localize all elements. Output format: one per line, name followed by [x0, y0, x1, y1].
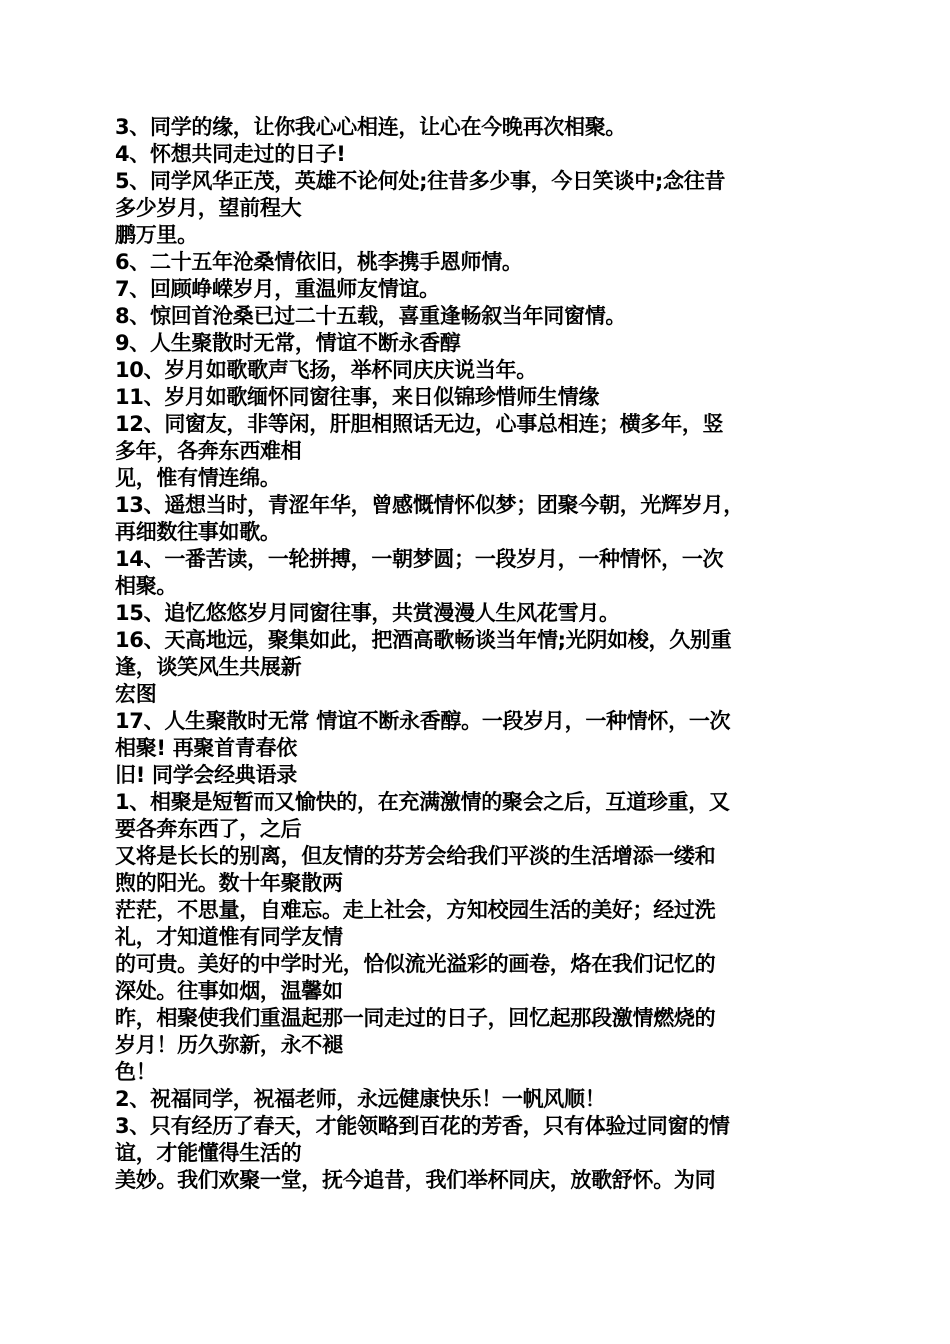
text-line: 逢，谈笑风生共展新: [115, 655, 302, 679]
text-line: 9、人生聚散时无常，情谊不断永香醇: [115, 331, 461, 355]
text-line: 1、相聚是短暂而又愉快的，在充满激情的聚会之后，互道珍重，又: [115, 790, 730, 814]
text-line: 岁月！历久弥新，永不褪: [115, 1033, 343, 1057]
text-line: 14、一番苦读，一轮拼搏，一朝梦圆；一段岁月，一种情怀，一次: [115, 547, 724, 571]
text-line: 11、岁月如歌缅怀同窗往事，来日似锦珍惜师生情缘: [115, 385, 600, 409]
text-line: 5、同学风华正茂，英雄不论何处;往昔多少事，今日笑谈中;念往昔: [115, 169, 726, 193]
text-line: 宏图: [115, 682, 157, 706]
text-line: 又将是长长的别离，但友情的芬芳会给我们平淡的生活增添一缕和: [115, 844, 716, 868]
text-line: 礼，才知道惟有同学友情: [115, 925, 343, 949]
text-line: 鹏万里。: [115, 223, 198, 247]
text-line: 多少岁月，望前程大: [115, 196, 302, 220]
text-line: 2、祝福同学，祝福老师，永远健康快乐！一帆风顺！: [115, 1087, 606, 1111]
text-line: 相聚。: [115, 574, 178, 598]
text-line: 10、岁月如歌歌声飞扬，举杯同庆庆说当年。: [115, 358, 537, 382]
text-line: 见，惟有情连绵。: [115, 466, 281, 490]
text-line: 15、追忆悠悠岁月同窗往事，共赏漫漫人生风花雪月。: [115, 601, 620, 625]
text-line: 的可贵。美好的中学时光，恰似流光溢彩的画卷，烙在我们记忆的: [115, 952, 716, 976]
text-line: 昨，相聚使我们重温起那一同走过的日子，回忆起那段激情燃烧的: [115, 1006, 716, 1030]
text-line: 17、人生聚散时无常 情谊不断永香醇。一段岁月，一种情怀，一次: [115, 709, 731, 733]
text-line: 多年，各奔东西难相: [115, 439, 302, 463]
text-line: 3、同学的缘，让你我心心相连，让心在今晚再次相聚。: [115, 115, 627, 139]
text-line: 6、二十五年沧桑情依旧，桃李携手恩师情。: [115, 250, 523, 274]
text-line: 煦的阳光。数十年聚散两: [115, 871, 343, 895]
text-line: 要各奔东西了，之后: [115, 817, 302, 841]
text-line: 7、回顾峥嵘岁月，重温师友情谊。: [115, 277, 440, 301]
text-line: 再细数往事如歌。: [115, 520, 281, 544]
text-line: 4、怀想共同走过的日子!: [115, 142, 346, 166]
document-body: [115, 114, 835, 1194]
text-line: 深处。往事如烟，温馨如: [115, 979, 343, 1003]
text-line: 茫茫，不思量，自难忘。走上社会，方知校园生活的美好；经过洗: [115, 898, 716, 922]
text-line: 8、惊回首沧桑已过二十五载，喜重逢畅叙当年同窗情。: [115, 304, 627, 328]
text-line: 相聚! 再聚首青春依: [115, 736, 297, 760]
text-line: 美妙。我们欢聚一堂，抚今追昔，我们举杯同庆，放歌舒怀。为同: [115, 1168, 716, 1192]
text-line: 12、同窗友，非等闲，肝胆相照话无边，心事总相连；横多年，竖: [115, 412, 724, 436]
text-line: 旧! 同学会经典语录: [115, 763, 297, 787]
text-line: 谊，才能懂得生活的: [115, 1141, 302, 1165]
text-line: 13、遥想当时，青涩年华，曾感慨情怀似梦；团聚今朝，光辉岁月，: [115, 493, 744, 517]
text-line: 16、天高地远，聚集如此，把酒高歌畅谈当年情;光阴如梭，久别重: [115, 628, 732, 652]
text-line: 色！: [115, 1060, 157, 1084]
text-line: 3、只有经历了春天，才能领略到百花的芳香，只有体验过同窗的情: [115, 1114, 730, 1138]
